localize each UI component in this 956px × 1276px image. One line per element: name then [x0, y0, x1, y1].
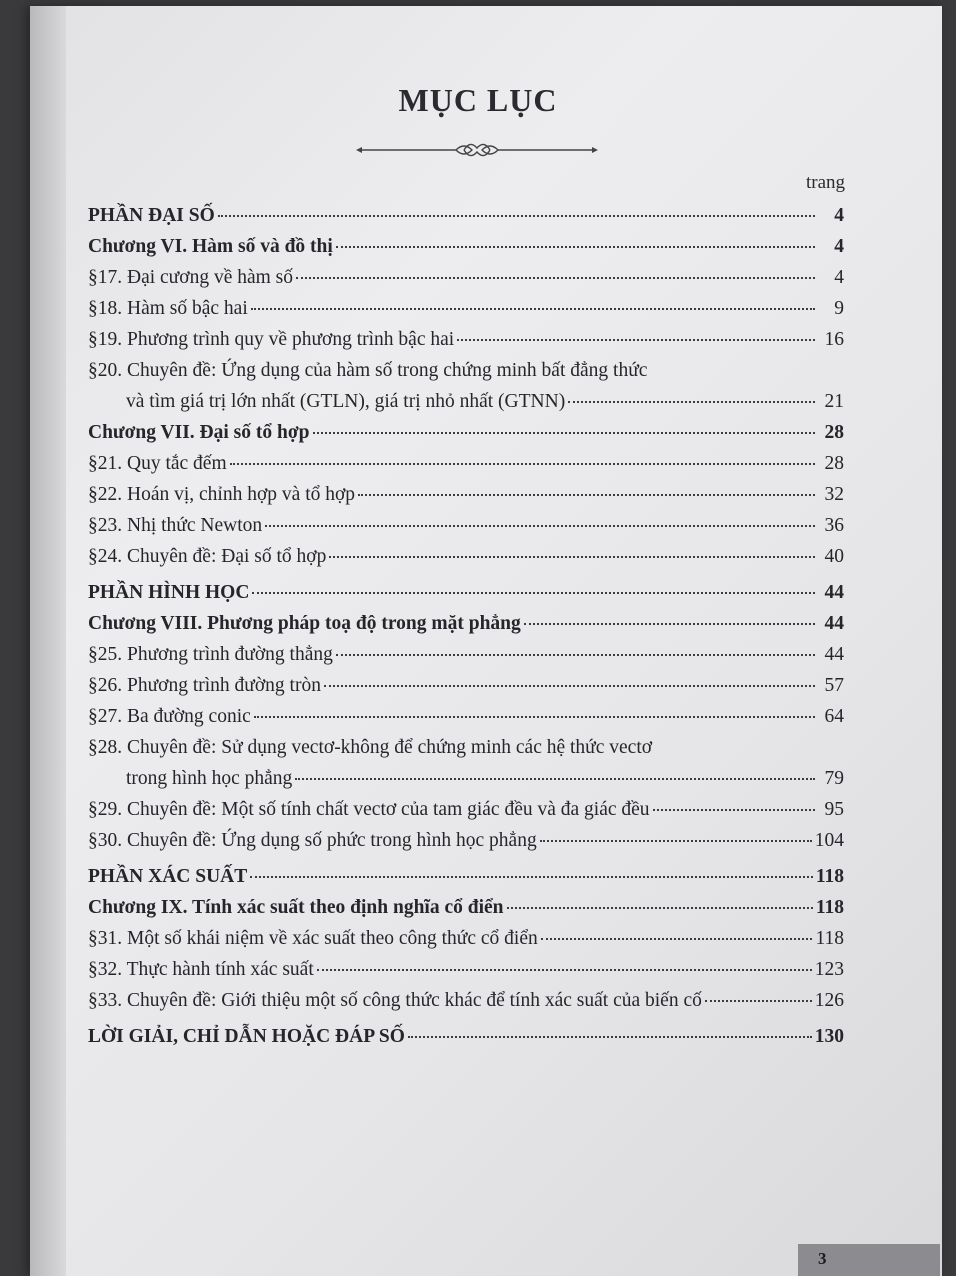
- toc-section-22: §22. Hoán vị, chỉnh hợp và tổ hợp 32: [88, 484, 844, 505]
- page-number: 3: [818, 1249, 827, 1268]
- toc-section-20: §20. Chuyên đề: Ứng dụng của hàm số trong chứng minh bất đẳng thức và tìm giá trị lớn nhất (GTLN), giá trị nhỏ nhất (GTNN) 21: [88, 360, 844, 412]
- toc-section-32: §32. Thực hành tính xác suất 123: [88, 959, 844, 980]
- toc-chapter-8: Chương VIII. Phương pháp toạ độ trong mặt phẳng 44: [88, 613, 844, 634]
- toc-section-27: §27. Ba đường conic 64: [88, 706, 844, 727]
- toc-section-28: §28. Chuyên đề: Sử dụng vectơ-không để chứng minh các hệ thức vectơ trong hình học phẳng 79: [88, 737, 844, 789]
- table-of-contents: [88, 200, 844, 1052]
- toc-chapter-7: Chương VII. Đại số tổ hợp 28: [88, 422, 844, 443]
- toc-section-18: §18. Hàm số bậc hai 9: [88, 298, 844, 319]
- page-column-header: trang: [806, 172, 846, 193]
- toc-section-25: §25. Phương trình đường thẳng 44: [88, 644, 844, 665]
- toc-section-21: §21. Quy tắc đếm 28: [88, 453, 844, 474]
- toc-section-17: §17. Đại cương về hàm số 4: [88, 267, 844, 288]
- toc-solutions: LỜI GIẢI, CHỈ DẪN HOẶC ĐÁP SỐ 130: [88, 1026, 844, 1047]
- toc-section-33: §33. Chuyên đề: Giới thiệu một số công thức khác để tính xác suất của biến cố 126: [88, 990, 844, 1011]
- toc-section-24: §24. Chuyên đề: Đại số tổ hợp 40: [88, 546, 844, 567]
- toc-section-29: §29. Chuyên đề: Một số tính chất vectơ của tam giác đều và đa giác đều 95: [88, 799, 844, 820]
- toc-chapter-9: Chương IX. Tính xác suất theo định nghĩa cổ điển 118: [88, 897, 844, 918]
- toc-chapter-6: Chương VI. Hàm số và đồ thị 4: [88, 236, 844, 257]
- page-spine-shadow: [30, 6, 66, 1276]
- toc-section-31: §31. Một số khái niệm về xác suất theo công thức cổ điển 118: [88, 928, 844, 949]
- page-number-tab: [798, 1244, 940, 1276]
- toc-part-algebra: PHẦN ĐẠI SỐ 4: [88, 205, 844, 226]
- toc-section-26: §26. Phương trình đường tròn 57: [88, 675, 844, 696]
- page-title: MỤC LỤC: [398, 82, 558, 118]
- toc-section-23: §23. Nhị thức Newton 36: [88, 515, 844, 536]
- toc-section-30: §30. Chuyên đề: Ứng dụng số phức trong hình học phẳng 104: [88, 830, 844, 851]
- ornament-divider-icon: [352, 138, 602, 162]
- toc-section-19: §19. Phương trình quy về phương trình bậc hai 16: [88, 329, 844, 350]
- toc-part-geometry: PHẦN HÌNH HỌC 44: [88, 582, 844, 603]
- toc-part-probability: PHẦN XÁC SUẤT 118: [88, 866, 844, 887]
